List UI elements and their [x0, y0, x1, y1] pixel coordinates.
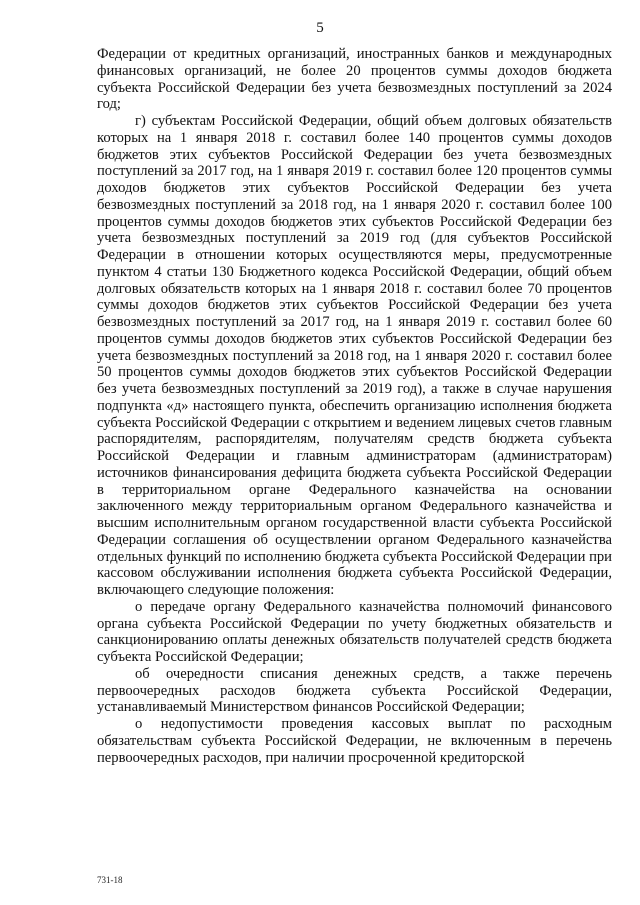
body-text: [97, 46, 612, 766]
paragraph-subitem-g: г) субъектам Российской Федерации, общий объем долговых обязательств которых на 1 января 2018 г. составил более 140 процентов суммы доходов бюджетов этих субъектов Российской Федерации без учета безвозмездных поступлений за 2017 год, на 1 января 2019 г. составил более 120 процентов суммы доходов бюджетов этих субъектов Российской Федерации без учета безвозмездных поступлений за 2018 год, на 1 января 2020 г. составил более 100 процентов суммы доходов бюджетов этих субъектов Российской Федерации без учета безвозмездных поступлений за 2019 год (для субъектов Российской Федерации в отношении которых осуществляются меры, предусмотренные пунктом 4 статьи 130 Бюджетного кодекса Российской Федерации, общий объем долговых обязательств которых на 1 января 2018 г. составил более 70 процентов суммы доходов бюджетов этих субъектов Российской Федерации без учета безвозмездных поступлений за 2017 год, на 1 января 2019 г. составил более 60 процентов суммы доходов бюджетов этих субъектов Российской Федерации без учета безвозмездных поступлений за 2018 год, на 1 января 2020 г. составил более 50 процентов суммы доходов бюджетов этих субъектов Российской Федерации без учета безвозмездных поступлений за 2019 год), а также в случае нарушения подпункта «д» настоящего пункта, обеспечить организацию исполнения бюджета субъекта Российской Федерации с открытием и ведением лицевых счетов главным распорядителям, распорядителям, получателям средств бюджета субъекта Российской Федерации и главным администраторам (администраторам) источников финансирования дефицита бюджета субъекта Российской Федерации в территориальном органе Федерального казначейства на основании заключенного между территориальным органом Федерального казначейства и высшим исполнительным органом государственной власти субъекта Российской Федерации соглашения об осуществлении органом Федерального казначейства отдельных функций по исполнению бюджета субъекта Российской Федерации при кассовом обслуживании исполнения бюджета субъекта Российской Федерации, включающего следующие положения:: [97, 113, 612, 598]
document-code: 731-18: [97, 875, 123, 885]
paragraph-continuation: Федерации от кредитных организаций, иностранных банков и международных финансовых организаций, не более 20 процентов суммы доходов бюджета субъекта Российской Федерации без учета безвозмездных поступлений за 2024 год;: [97, 46, 612, 113]
page-number: 5: [316, 20, 324, 36]
paragraph-provision-order: об очередности списания денежных средств, а также перечень первоочередных расходов бюджета субъекта Российской Федерации, устанавливаемый Министерством финансов Российской Федерации;: [97, 665, 612, 716]
paragraph-provision-inadmissibility: о недопустимости проведения кассовых выплат по расходным обязательствам субъекта Российской Федерации, не включенным в перечень первоочередных расходов, при наличии просроченной кредиторской: [97, 716, 612, 766]
paragraph-provision-transfer: о передаче органу Федерального казначейства полномочий финансового органа субъекта Российской Федерации по учету бюджетных обязательств и санкционированию оплаты денежных обязательств получателей средств бюджета субъекта Российской Федерации;: [97, 598, 612, 665]
